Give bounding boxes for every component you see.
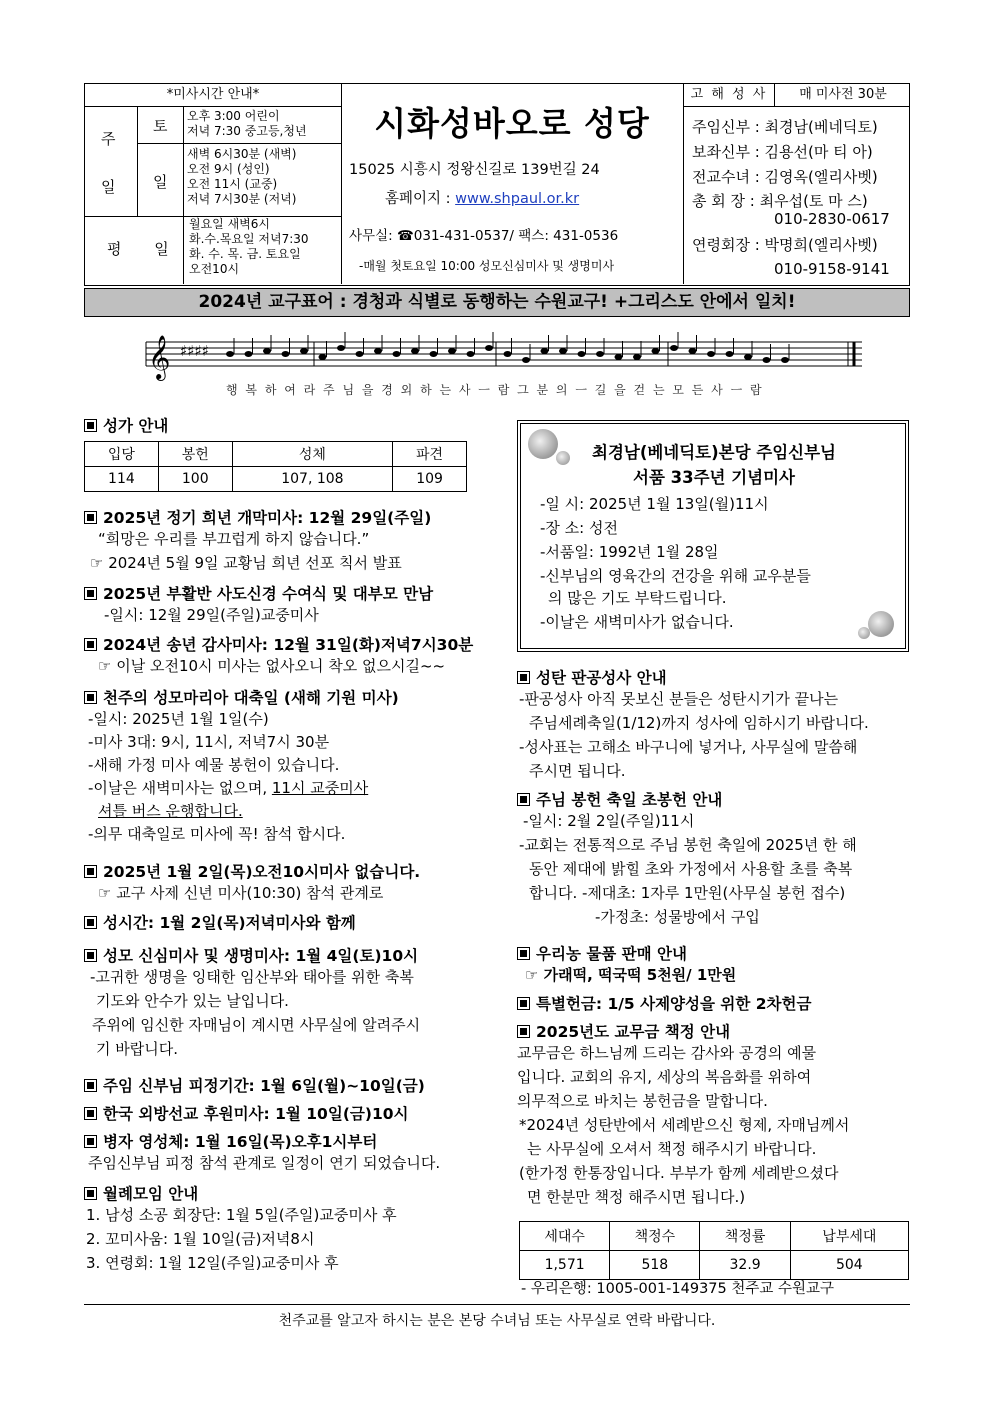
notice-line: -의무 대축일로 미사에 꼭! 참석 합시다. <box>88 825 346 843</box>
notice-heading: 성시간: 1월 2일(목)저녁미사와 함께 <box>84 911 356 933</box>
hymn-header: 파견 <box>393 442 467 467</box>
notice-line: -성사표는 고해소 바구니에 넣거나, 사무실에 말씀해 <box>519 738 858 756</box>
notice-line: -판공성사 아직 못보신 분들은 성탄시기가 끝나는 <box>519 690 839 708</box>
notice-line: 2. 꼬미사움: 1월 10일(금)저녁8시 <box>86 1230 315 1248</box>
dues-value: 1,571 <box>520 1251 610 1280</box>
music-note-icon <box>485 345 493 351</box>
dues-header: 책정률 <box>700 1222 790 1251</box>
dues-value: 518 <box>610 1251 700 1280</box>
music-note-icon <box>615 354 623 360</box>
elder-president: 연령회장 : 박명희(엘리사벳) <box>692 236 878 254</box>
saturday-label: 토 <box>153 117 168 135</box>
notice-line: ☞ 2024년 5월 9일 교황님 희년 선포 칙서 발표 <box>90 554 402 572</box>
dues-header: 납부세대 <box>790 1222 908 1251</box>
notice-heading: 주님 봉헌 축일 초봉헌 안내 <box>517 788 722 810</box>
sunday-section <box>85 106 341 217</box>
monthly-note: -매월 첫토요일 10:00 성모신심미사 및 생명미사 <box>359 259 615 273</box>
music-note-icon <box>541 348 549 354</box>
decor-circle-icon <box>868 611 894 637</box>
anniversary-title-2: 서품 33주년 기념미사 <box>633 468 795 487</box>
checkbox-icon <box>84 1135 97 1148</box>
notice-line: -일시: 2025년 1월 1일(수) <box>88 710 269 728</box>
dues-table <box>519 1221 909 1280</box>
notice-line: 주님세례축일(1/12)까지 성사에 임하시기 바랍니다. <box>529 714 869 732</box>
notice-line: -가정초: 성물방에서 구입 <box>595 908 760 926</box>
checkbox-icon <box>84 511 97 524</box>
notice-line: 3. 연령회: 1월 12일(주일)교중미사 후 <box>86 1254 339 1272</box>
hymn-guide-heading: 성가 안내 <box>84 414 168 436</box>
footer-divider <box>84 1304 910 1305</box>
music-note-icon <box>689 348 697 354</box>
dues-header: 세대수 <box>520 1222 610 1251</box>
hymn-header: 성체 <box>232 442 392 467</box>
music-note-icon <box>522 357 530 363</box>
weekday-times: 월요일 새벽6시 화.수.목요일 저녁7:30 화. 수. 목. 금. 토요일 오전10시 <box>189 217 309 276</box>
anniversary-line: -서품일: 1992년 1월 28일 <box>540 543 719 561</box>
music-note-icon <box>633 354 641 360</box>
notice-heading: 2025년도 교무금 책정 안내 <box>517 1020 730 1042</box>
notice-line: 입니다. 교회의 유지, 세상의 복음화를 위하여 <box>517 1068 812 1086</box>
music-note-icon <box>319 354 327 360</box>
notice-heading: 성탄 판공성사 안내 <box>517 666 667 688</box>
notice-line: -일시: 12월 29일(주일)교중미사 <box>104 606 319 624</box>
music-note-icon <box>467 351 475 357</box>
notice-heading: 2024년 송년 감사미사: 12월 31일(화)저녁7시30분 <box>84 633 473 655</box>
notice-line: 합니다. -제대초: 1자루 1만원(사무실 봉헌 접수) <box>529 884 846 902</box>
notice-line: ☞ 교구 사제 신년 미사(10:30) 참석 관계로 <box>98 884 384 902</box>
office-contact: 사무실: ☎031-431-0537/ 팩스: 431-0536 <box>349 228 619 244</box>
checkbox-icon <box>517 1025 530 1038</box>
sharp-icon: ♯♯♯♯ <box>180 342 210 360</box>
hymn-lyrics: 행 복 하 여 라 주 님 을 경 외 하 는 사 ㅡ 람 그 분 의 ㅡ 길 을 걷 는 모 든 사 ㅡ 람 <box>226 383 764 397</box>
music-note-icon <box>707 351 715 357</box>
checkbox-icon <box>84 691 97 704</box>
checkbox-icon <box>517 947 530 960</box>
checkbox-icon <box>84 1079 97 1092</box>
decor-circle-icon <box>858 627 870 639</box>
notice-line: 동안 제대에 밝힐 초와 가정에서 사용할 초를 축복 <box>529 860 853 878</box>
checkbox-icon <box>84 419 97 432</box>
anniversary-title-1: 최경남(베네딕토)본당 주임신부님 <box>592 443 836 462</box>
sunday-day-label: 일 <box>153 173 168 191</box>
mass-times-title: *미사시간 안내* <box>85 84 341 107</box>
notice-line: -일시: 2월 2일(주일)11시 <box>523 812 695 830</box>
notice-line: -이날은 새벽미사는 없으며, 11시 교중미사 <box>88 779 369 797</box>
notice-line: 기도와 안수가 있는 날입니다. <box>96 992 289 1010</box>
music-note-icon <box>356 351 364 357</box>
music-note-icon <box>430 351 438 357</box>
notice-heading: 특별헌금: 1/5 사제양성을 위한 2차헌금 <box>517 992 811 1014</box>
anniversary-line: -신부님의 영육간의 건강을 위해 교우분들 <box>540 567 811 585</box>
music-note-icon <box>374 348 382 354</box>
notice-line: 주위에 임신한 자매님이 계시면 사무실에 알려주시 <box>92 1016 421 1034</box>
music-note-icon <box>726 351 734 357</box>
notice-line: *2024년 성탄반에서 세례받으신 형제, 자매님께서 <box>519 1116 850 1134</box>
checkbox-icon <box>84 865 97 878</box>
music-note-icon <box>504 351 512 357</box>
notice-line: 셔틀 버스 운행합니다. <box>98 802 243 820</box>
weekday-label: 평 일 <box>107 240 183 258</box>
elder-phone: 010-9158-9141 <box>774 260 890 278</box>
footer-text: 천주교를 알고자 하시는 분은 본당 수녀님 또는 사무실로 연락 바랍니다. <box>278 1313 716 1329</box>
music-note-icon <box>744 354 752 360</box>
notice-heading: 천주의 성모마리아 대축일 (새해 기원 미사) <box>84 686 399 708</box>
music-note-icon <box>578 351 586 357</box>
notice-line: 는 사무실에 오셔서 책정 해주시기 바랍니다. <box>527 1140 817 1158</box>
anniversary-line: -이날은 새벽미사가 없습니다. <box>540 613 734 631</box>
notice-heading: 주임 신부님 피정기간: 1월 6일(월)~10일(금) <box>84 1074 425 1096</box>
music-note-icon <box>670 345 678 351</box>
notice-line: “희망은 우리를 부끄럽게 하지 않습니다.” <box>98 530 370 548</box>
music-note-icon <box>596 351 604 357</box>
hymn-value: 114 <box>85 467 159 492</box>
music-note-icon <box>337 345 345 351</box>
diocese-motto: 2024년 교구표어 : 경청과 식별로 동행하는 수원교구! +그리스도 안에서 일치! <box>84 288 910 317</box>
pastor: 주임신부 : 최경남(베네딕토) <box>692 118 878 136</box>
notice-heading: 성모 신심미사 및 생명미사: 1월 4일(토)10시 <box>84 944 418 966</box>
confession-time: 매 미사전 30분 <box>799 87 887 102</box>
hymn-header: 입당 <box>85 442 159 467</box>
hymn-header: 봉헌 <box>158 442 232 467</box>
hymn-music-staff <box>138 330 866 382</box>
music-note-icon <box>282 351 290 357</box>
notice-heading: 병자 영성체: 1월 16일(목)오후1시부터 <box>84 1130 377 1152</box>
dues-header: 책정수 <box>610 1222 700 1251</box>
dues-value: 504 <box>790 1251 908 1280</box>
notice-line: ☞ 이날 오전10시 미사는 없사오니 착오 없으시길~~ <box>98 657 446 675</box>
notice-line: (한가정 한통장입니다. 부부가 함께 세례받으셨다 <box>519 1164 839 1182</box>
music-note-icon <box>411 348 419 354</box>
saturday-times: 오후 3:00 어린이 저녁 7:30 중고등,청년 <box>187 109 307 138</box>
president-phone: 010-2830-0617 <box>774 210 890 228</box>
checkbox-icon <box>84 1107 97 1120</box>
notice-line: 1. 남성 소공 회장단: 1월 5일(주일)교중미사 후 <box>86 1206 397 1224</box>
anniversary-line: -일 시: 2025년 1월 13일(월)11시 <box>540 495 769 513</box>
anniversary-line: -장 소: 성전 <box>540 519 618 537</box>
notice-line: 기 바랍니다. <box>96 1040 178 1058</box>
weekday-section <box>85 216 341 284</box>
notice-heading: 우리농 물품 판매 안내 <box>517 942 687 964</box>
homepage-row <box>385 187 579 208</box>
checkbox-icon <box>84 949 97 962</box>
notice-line: 주시면 됩니다. <box>529 762 626 780</box>
music-note-icon <box>448 348 456 354</box>
bank-account: - 우리은행: 1005-001-149375 천주교 수원교구 <box>521 1281 835 1297</box>
notice-line: -교회는 전통적으로 주님 봉헌 축일에 2025년 한 해 <box>519 836 857 854</box>
music-note-icon <box>300 348 308 354</box>
sunday-label-2: 일 <box>101 178 116 196</box>
music-note-icon <box>226 351 234 357</box>
anniversary-line: 의 많은 기도 부탁드립니다. <box>548 589 727 607</box>
parish-name: 시화성바오로 성당 <box>374 104 650 143</box>
hymn-guide-table <box>84 441 467 492</box>
notice-line: 교무금은 하느님께 드리는 감사와 공경의 예물 <box>517 1044 817 1062</box>
checkbox-icon <box>517 671 530 684</box>
checkbox-icon <box>84 1187 97 1200</box>
notice-line: 면 한분만 책정 해주시면 됩니다.) <box>527 1188 746 1206</box>
notice-line: -고귀한 생명을 잉태한 임산부와 태아를 위한 축복 <box>90 968 414 986</box>
notice-heading: 월례모임 안내 <box>84 1182 198 1204</box>
notice-heading: 2025년 1월 2일(목)오전10시미사 없습니다. <box>84 860 420 882</box>
notice-line: -새해 가정 미사 예물 봉헌이 있습니다. <box>88 756 340 774</box>
mass-times-panel <box>85 84 342 284</box>
checkbox-icon <box>517 793 530 806</box>
notice-heading: 2025년 부활반 사도신경 수여식 및 대부모 만남 <box>84 582 433 604</box>
notice-line: 주임신부님 피정 참석 관계로 일정이 연기 되었습니다. <box>88 1154 441 1172</box>
confession-row <box>684 84 910 107</box>
sunday-label-1: 주 <box>101 130 116 148</box>
sunday-times: 새벽 6시30분 (새벽) 오전 9시 (성인) 오전 11시 (교중) 저녁 7시30분 (저녁) <box>187 147 297 206</box>
anniversary-box <box>517 420 909 652</box>
parish-info <box>343 84 681 284</box>
mission-sister: 전교수녀 : 김영옥(엘리사벳) <box>692 168 878 186</box>
checkbox-icon <box>84 638 97 651</box>
notice-line: 의무적으로 바치는 봉헌금을 말합니다. <box>517 1092 768 1110</box>
treble-clef-icon: 𝄞 <box>148 335 171 379</box>
staff-panel <box>683 84 910 284</box>
music-note-icon <box>263 348 271 354</box>
music-note-icon <box>559 348 567 354</box>
parish-address: 15025 시흥시 정왕신길로 139번길 24 <box>349 162 600 178</box>
confession-label: 고 해 성 사 <box>684 84 775 106</box>
notice-heading: 2025년 정기 희년 개막미사: 12월 29일(주일) <box>84 506 431 528</box>
checkbox-icon <box>84 916 97 929</box>
header-box <box>84 83 910 286</box>
checkbox-icon <box>84 587 97 600</box>
notice-line: -미사 3대: 9시, 11시, 저녁7시 30분 <box>88 733 330 751</box>
checkbox-icon <box>517 997 530 1010</box>
president: 총 회 장 : 최우섭(토 마 스) <box>692 192 868 210</box>
assistant-priest: 보좌신부 : 김용선(마 티 아) <box>692 143 873 161</box>
music-note-icon <box>652 348 660 354</box>
music-note-icon <box>781 357 789 363</box>
music-note-icon <box>393 351 401 357</box>
notice-heading: 한국 외방선교 후원미사: 1월 10일(금)10시 <box>84 1102 409 1124</box>
homepage-link[interactable]: www.shpaul.or.kr <box>455 191 580 207</box>
hymn-value: 109 <box>393 467 467 492</box>
hymn-value: 107, 108 <box>232 467 392 492</box>
notice-line: ☞ 가래떡, 떡국떡 5천원/ 1만원 <box>525 966 737 984</box>
homepage-label: 홈페이지 : <box>385 191 451 207</box>
music-note-icon <box>763 357 771 363</box>
hymn-value: 100 <box>158 467 232 492</box>
dues-value: 32.9 <box>700 1251 790 1280</box>
music-note-icon <box>245 351 253 357</box>
